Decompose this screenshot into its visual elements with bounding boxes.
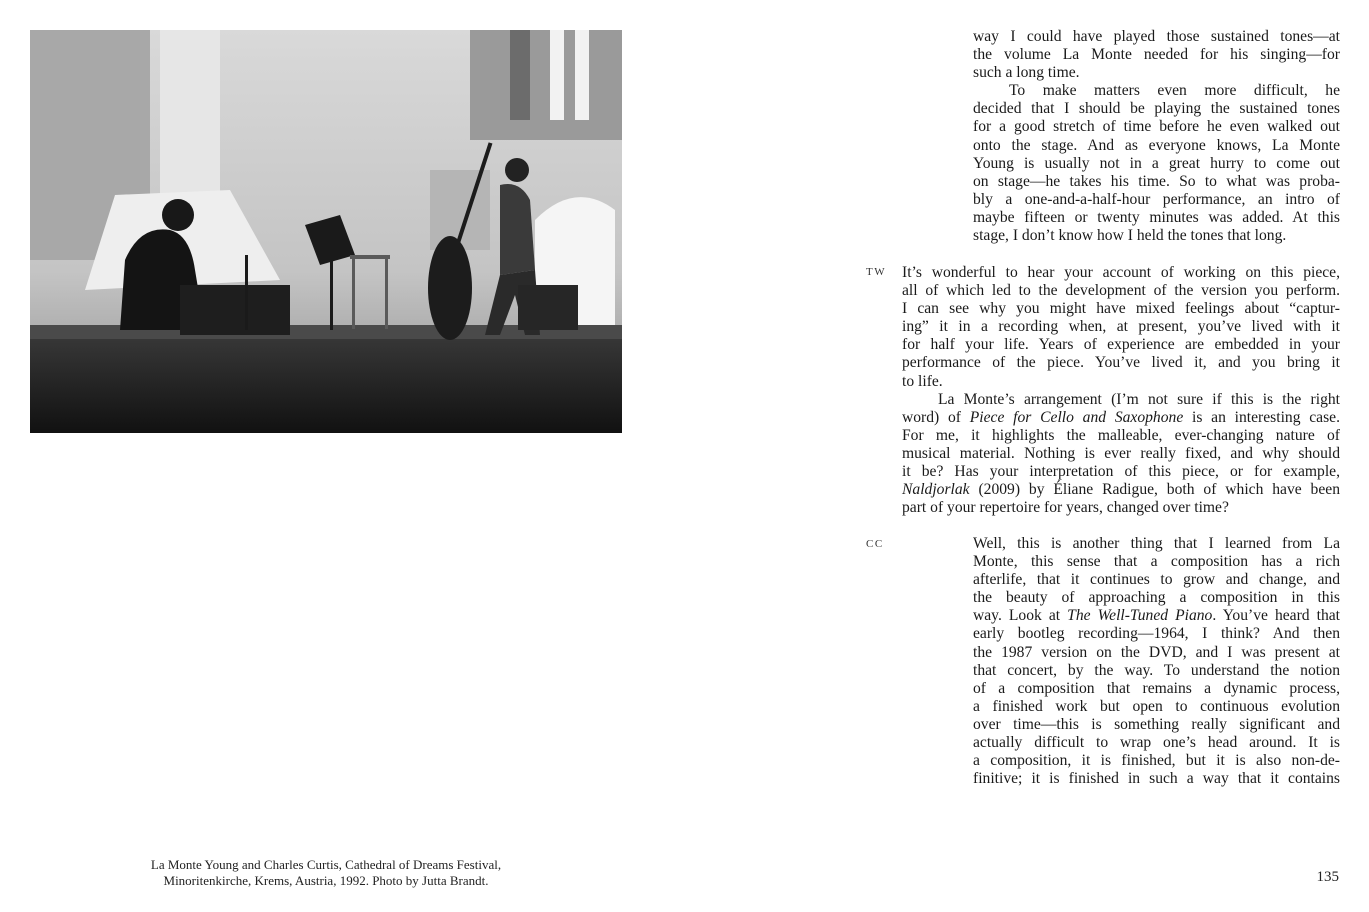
text-line: on stage—he takes his time. So to what was proba-: [973, 172, 1340, 190]
text-line: over time—this is something really significant and: [973, 715, 1340, 733]
text-line: [973, 607, 1340, 625]
text-line: La Monte’s arrangement (I’m not sure if this is the right: [938, 390, 1340, 408]
text-line: decided that I should be playing the sustained tones: [973, 100, 1340, 118]
text-line: musical material. Nothing is ever really fixed, and why should: [902, 444, 1340, 462]
text-fragment: word) of: [902, 408, 970, 426]
caption-line-1: La Monte Young and Charles Curtis, Cathedral of Dreams Festival,: [150, 857, 502, 872]
caption-line-2: Minoritenkirche, Krems, Austria, 1992. Photo by Jutta Brandt.: [163, 873, 489, 888]
text-line: actually difficult to wrap one’s head around. It is: [973, 734, 1340, 752]
text-line: Well, this is another thing that I learned from La: [973, 535, 1340, 552]
text-line: way I could have played those sustained tones—at: [973, 28, 1340, 45]
speaker-label-cc: CC: [866, 538, 884, 550]
text-line: the volume La Monte needed for his singing—for: [973, 46, 1340, 64]
text-line: [902, 481, 1340, 499]
photo-illustration: [30, 30, 622, 433]
text-line: a composition, it is finished, but it is also non-de-: [973, 752, 1340, 770]
cc-answer: [973, 535, 1340, 788]
text-line: all of which led to the development of the version you perform.: [902, 282, 1340, 300]
photo-caption: [30, 857, 622, 889]
text-line: stage, I don’t know how I held the tones that long.: [973, 227, 1287, 245]
text-line: finitive; it is finished in such a way that it contains: [973, 770, 1340, 788]
text-line: maybe fifteen or twenty minutes was added. At this: [973, 208, 1340, 226]
text-line: for half your life. Years of experience are embedded in your: [902, 336, 1340, 354]
text-fragment: . You’ve heard that: [1212, 607, 1340, 625]
text-line: [902, 409, 1340, 427]
text-line: a finished work but open to continuous evolution: [973, 697, 1340, 715]
work-title: Naldjorlak: [902, 481, 970, 499]
text-line: performance of the piece. You’ve lived it, and you bring it: [902, 354, 1340, 372]
text-line: the 1987 version on the DVD, and I was present at: [973, 643, 1340, 661]
text-line: It’s wonderful to hear your account of working on this piece,: [902, 264, 1340, 281]
text-line: ing” it in a recording when, at present, you’ve lived with it: [902, 318, 1340, 336]
text-line: Monte, this sense that a composition has a rich: [973, 553, 1340, 571]
text-line: part of your repertoire for years, changed over time?: [902, 499, 1229, 517]
work-title: Piece for Cello and Saxophone: [969, 408, 1184, 426]
text-line: early bootleg recording—1964, I think? And then: [973, 625, 1340, 643]
text-fragment: (2009) by Éliane Radigue, both of which have been: [969, 481, 1340, 499]
work-title: The Well-Tuned Piano: [1067, 607, 1213, 625]
text-line: afterlife, that it continues to grow and change, and: [973, 571, 1340, 589]
text-line: such a long time.: [973, 64, 1080, 82]
text-line: For me, it highlights the malleable, ever-changing nature of: [902, 426, 1340, 444]
text-line: bly a one-and-a-half-hour performance, an intro of: [973, 190, 1340, 208]
text-line: the beauty of approaching a composition in this: [973, 589, 1340, 607]
text-line: I can see why you might have mixed feelings about “captur-: [902, 300, 1340, 318]
text-line: Young is usually not in a great hurry to come out: [973, 154, 1340, 172]
text-fragment: is an interesting case.: [1183, 408, 1340, 426]
text-fragment: way. Look at: [973, 607, 1068, 625]
speaker-label-tw: TW: [866, 266, 887, 278]
tw-question: [902, 264, 1340, 517]
text-line: it be? Has your interpretation of this piece, or for example,: [902, 463, 1340, 481]
text-line: of a composition that remains a dynamic process,: [973, 679, 1340, 697]
text-line: for a good stretch of time before he even walked out: [973, 118, 1340, 136]
performance-photo: [30, 30, 622, 433]
text-line: To make matters even more difficult, he: [1009, 82, 1340, 100]
text-line: that concert, by the way. To understand the notion: [973, 661, 1340, 679]
text-line: onto the stage. And as everyone knows, La Monte: [973, 136, 1340, 154]
text-line: to life.: [902, 372, 943, 390]
cc-continued-answer: [973, 28, 1340, 245]
page-number: 135: [1316, 869, 1339, 885]
